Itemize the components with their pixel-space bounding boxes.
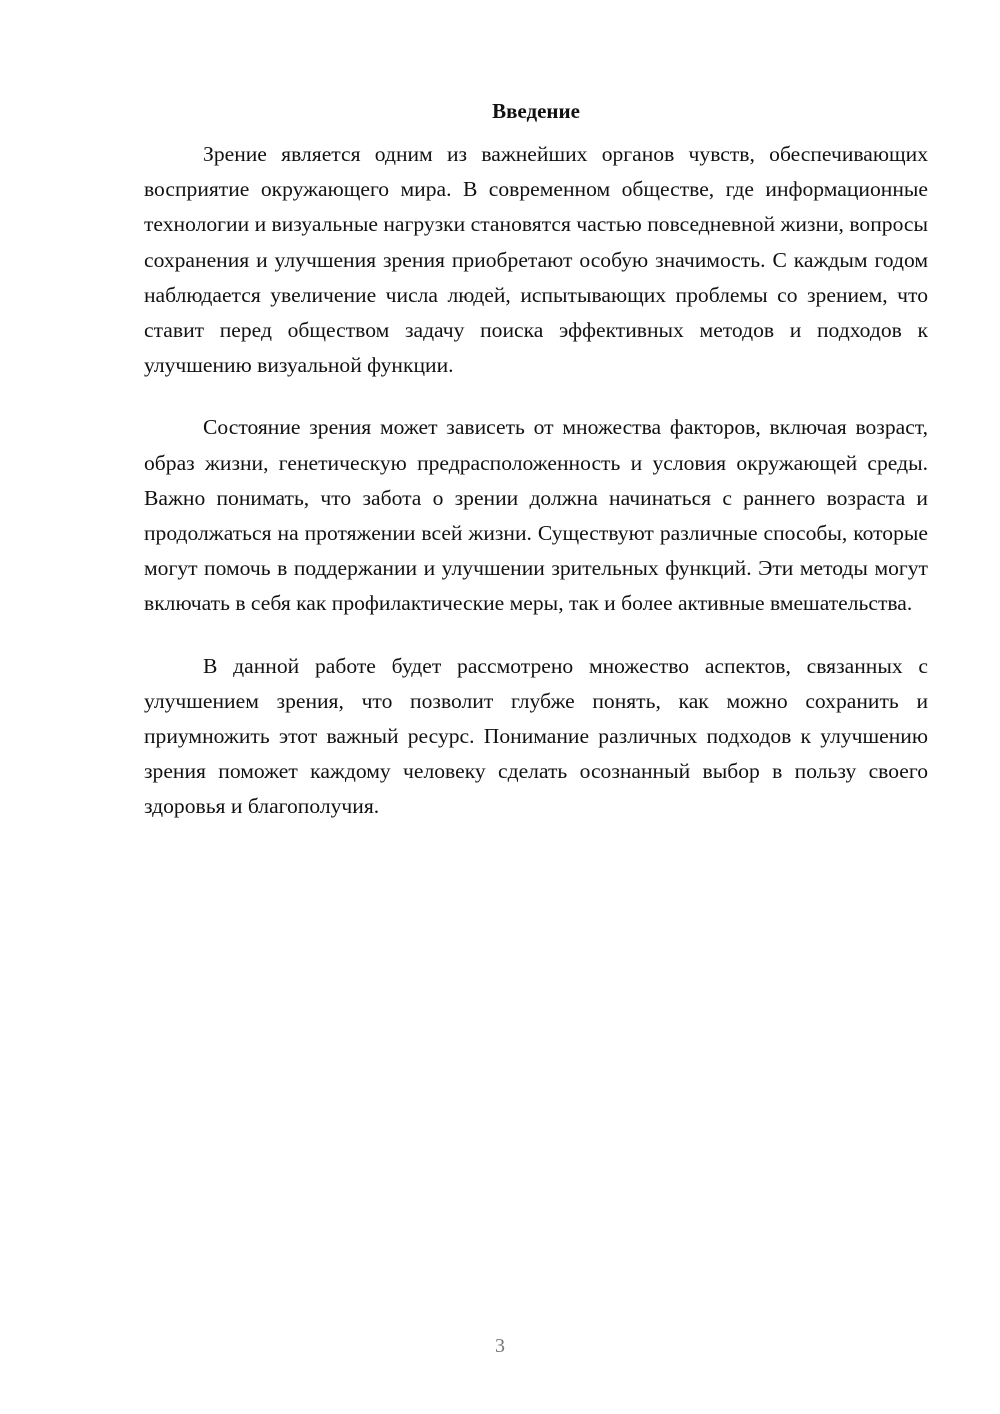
paragraph-3: В данной работе будет рассмотрено множество аспектов, связанных с улучшением зрения, что позволит глубже понять, как можно сохранить и приумножить этот важный ресурс. Понимание различных подходов к улучшению зрения поможет каждому человеку сделать осознанный выбор в пользу своего здоровья и благополучия. <box>144 653 928 819</box>
page-number: 3 <box>495 1335 505 1357</box>
page-content <box>144 96 928 852</box>
paragraph-2: Состояние зрения может зависеть от множества факторов, включая возраст, образ жизни, генетическую предрасположенность и условия окружающей среды. Важно понимать, что забота о зрении должна начинаться с раннего возраста и продолжаться на протяжении всей жизни. Существуют различные способы, которые могут помочь в поддержании и улучшении зрительных функций. Эти методы могут включать в себя как профилактические меры, так и более активные вмешательства. <box>144 415 928 616</box>
paragraph-1: Зрение является одним из важнейших органов чувств, обеспечивающих восприятие окружающего мира. В современном обществе, где информационные технологии и визуальные нагрузки становятся частью повседневной жизни, вопросы сохранения и улучшения зрения приобретают особую значимость. С каждым годом наблюдается увеличение числа людей, испытывающих проблемы со зрением, что ставит перед обществом задачу поиска эффективных методов и подходов к улучшению визуальной функции. <box>144 142 928 378</box>
section-heading: Введение <box>492 99 580 123</box>
